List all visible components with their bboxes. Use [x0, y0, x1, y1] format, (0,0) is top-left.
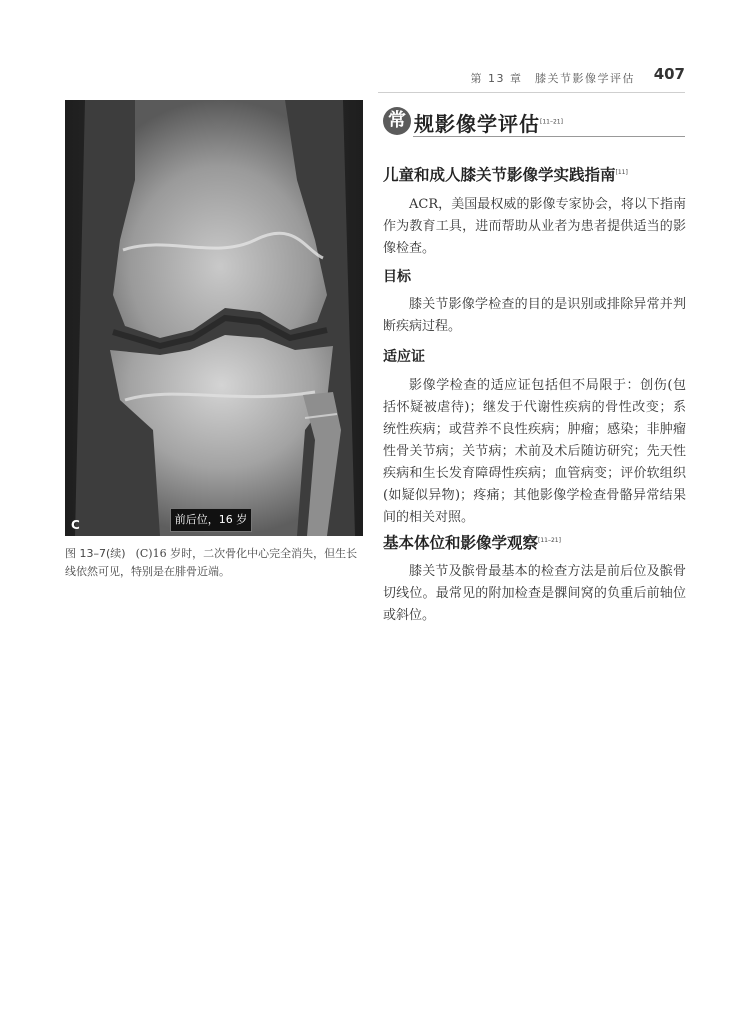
- title-text: [414, 108, 563, 137]
- knee-xray-figure: [65, 100, 363, 536]
- guideline-ref: [11]: [615, 168, 628, 176]
- section-title: [383, 106, 685, 138]
- basic-heading-text: 基本体位和影像学观察: [383, 534, 539, 552]
- indications-heading: 适应证: [383, 349, 425, 365]
- figure-caption: [65, 545, 365, 581]
- caption-label: 图 13–7(续): [65, 547, 126, 560]
- page-number: 407: [653, 65, 685, 83]
- goal-heading: 目标: [383, 269, 411, 285]
- indications-body: 影像学检查的适应证包括但不局限于：创伤(包括怀疑被虐待)；继发于代谢性疾病的骨性改变；系统性疾病；或营养不良性疾病；肿瘤；感染；非肿瘤性骨关节病；关节病；术前及术后随访研究；先天性疾病和生长发育障碍性疾病；血管病变；评价软组织(如疑似异物)；疼痛；其他影像学检查骨骼异常结果间的相关对照。: [383, 378, 686, 525]
- chapter-title: 第 13 章 膝关节影像学评估: [470, 72, 635, 85]
- header-rule: [378, 92, 685, 93]
- view-label: 前后位，16 岁: [170, 508, 252, 532]
- title-rest: 规影像学评估: [414, 112, 540, 136]
- running-header: [380, 66, 685, 86]
- title-rule: [413, 136, 685, 137]
- guideline-heading: [383, 163, 628, 185]
- caption-text: (C)16 岁时，二次骨化中心完全消失，但生长线依然可见，特别是在腓骨近端。: [65, 547, 358, 578]
- guideline-body: ACR，美国最权威的影像专家协会，将以下指南作为教育工具，进而帮助从业者为患者提供适当的影像检查。: [383, 197, 686, 256]
- guideline-heading-text: 儿童和成人膝关节影像学实践指南: [383, 166, 616, 184]
- title-badge: 常: [383, 107, 411, 135]
- basic-heading: [383, 531, 561, 553]
- basic-ref: [11–21]: [538, 536, 561, 544]
- knee-xray-image: [65, 100, 363, 536]
- title-ref: [11–21]: [540, 118, 563, 126]
- basic-body: 膝关节及髌骨最基本的检查方法是前后位及髌骨切线位。最常见的附加检查是髁间窝的负重后前轴位或斜位。: [383, 564, 686, 623]
- panel-letter: C: [71, 518, 80, 532]
- goal-body: 膝关节影像学检查的目的是识别或排除异常并判断疾病过程。: [383, 297, 686, 334]
